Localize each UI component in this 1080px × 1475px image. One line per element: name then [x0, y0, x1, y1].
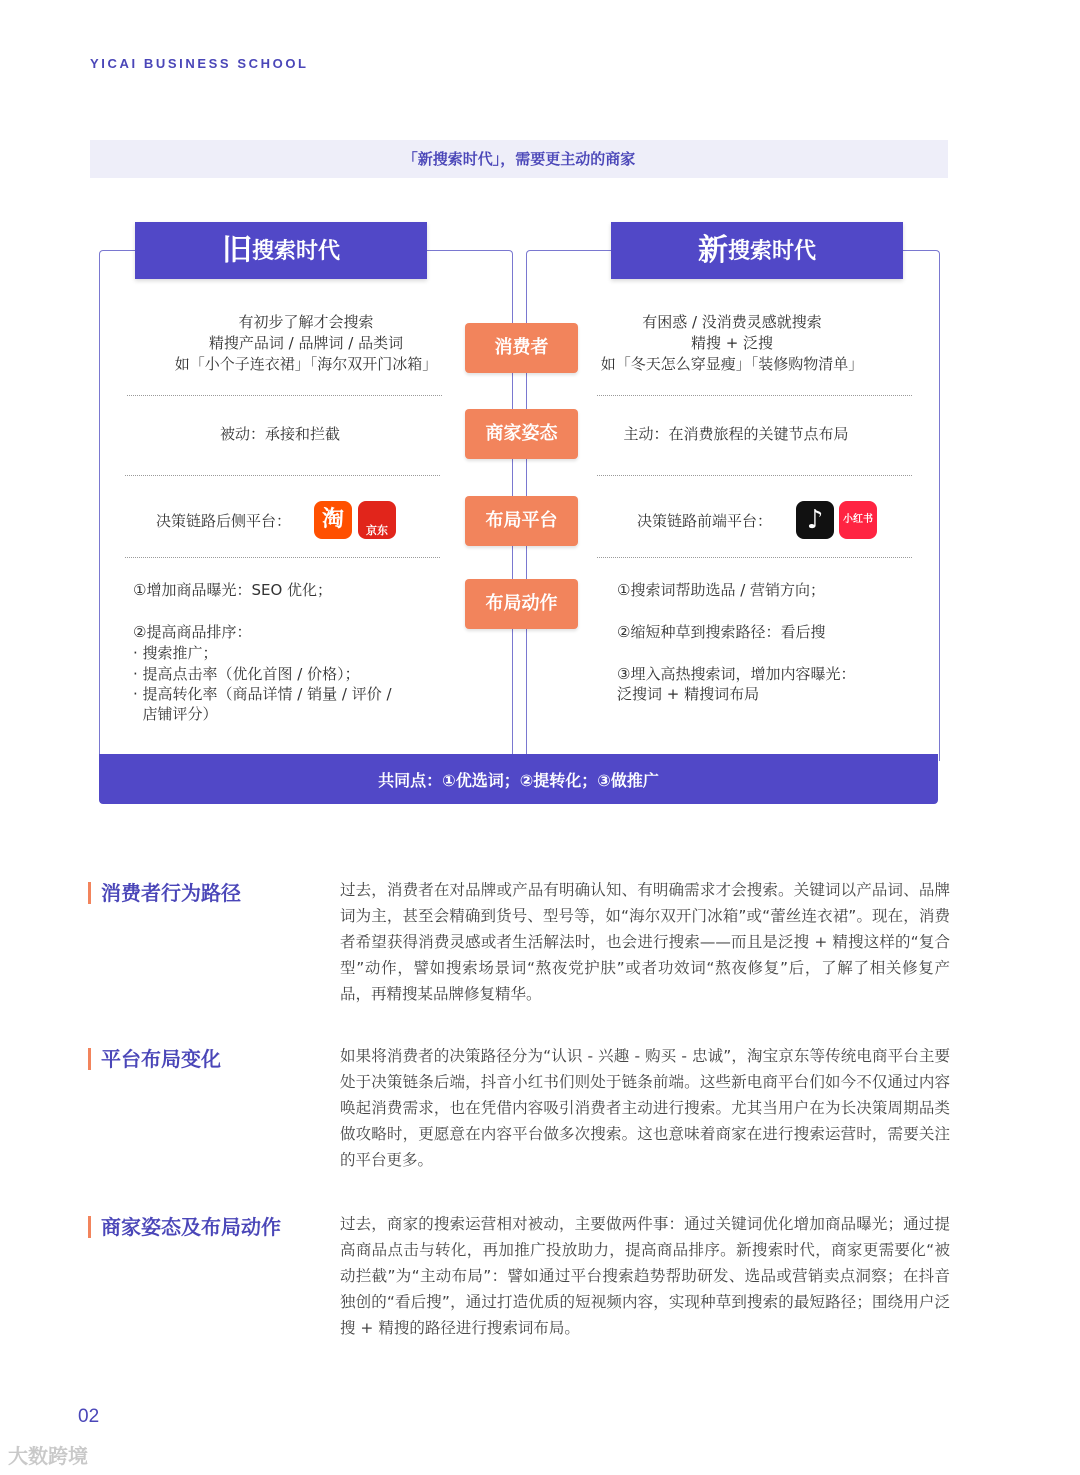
jd-icon: 京东 [358, 501, 396, 539]
old-action-item: 店铺评分） [133, 705, 218, 723]
watermark: 大数跨境 [8, 1444, 88, 1468]
pill-actions: 布局动作 [465, 579, 578, 629]
new-action-item: ②缩短种草到搜索路径：看后搜 [617, 623, 826, 641]
divider [125, 557, 440, 558]
new-era-suffix: 搜索时代 [727, 239, 816, 264]
new-consumer-line: 有困惑 / 没消费灵感就搜索 [642, 313, 822, 331]
header-school-name: YICAI BUSINESS SCHOOL [90, 56, 309, 71]
common-points-bar: 共同点：①优选词；②提转化；③做推广 [99, 754, 938, 804]
divider [597, 475, 912, 476]
divider [597, 557, 912, 558]
section-title: 平台布局变化 [88, 1048, 221, 1070]
new-consumer-line: 精搜 + 泛搜 [690, 334, 774, 352]
old-platform-label: 决策链路后侧平台： [156, 512, 292, 530]
old-consumer-line: 精搜产品词 / 品牌词 / 品类词 [208, 334, 404, 352]
old-stance-text: 被动：承接和拦截 [219, 425, 340, 443]
old-era-suffix: 搜索时代 [251, 239, 340, 264]
taobao-icon: 淘 [314, 501, 352, 539]
section-body: 过去，消费者在对品牌或产品有明确认知、有明确需求才会搜索。关键词以产品词、品牌词为主，甚至会精确到货号、型号等，如“海尔双开门冰箱”或“蕾丝连衣裙”。现在，消费者希望获得消费灵感或者生活解法时，也会进行搜索——而且是泛搜 + 精搜这样的“复合型”动作，譬如搜索场景词“熬夜党护肤”或者功效词“熬夜修复”后，了解了相关修复产品，再精搜某品牌修复精华。 [340, 881, 950, 1003]
old-era-tab [135, 222, 427, 279]
old-action-item: · 提高转化率（商品详情 / 销量 / 评价 / [133, 685, 392, 703]
old-action-item: ①增加商品曝光：SEO 优化； [133, 581, 333, 599]
section-title: 消费者行为路径 [88, 882, 241, 904]
new-consumer-line: 如「冬天怎么穿显瘦」「装修购物清单」 [600, 355, 864, 373]
old-action-item: · 提高点击率（优化首图 / 价格）； [133, 665, 360, 683]
old-consumer-line: 如「小个子连衣裙」「海尔双开门冰箱」 [174, 355, 438, 373]
pill-merchant-stance: 商家姿态 [465, 409, 578, 459]
new-action-item: 泛搜词 + 精搜词布局 [617, 685, 760, 703]
old-action-item: ②提高商品排序： [133, 623, 252, 641]
pill-platform: 布局平台 [465, 496, 578, 546]
xiaohongshu-icon: 小红书 [839, 501, 877, 539]
diagram-banner-title: 「新搜索时代」，需要更主动的商家 [90, 140, 948, 178]
old-consumer-text [101, 312, 511, 375]
new-platform-label: 决策链路前端平台： [637, 512, 773, 530]
new-action-item: ③埋入高热搜索词，增加内容曝光： [617, 665, 856, 683]
section-body: 如果将消费者的决策路径分为“认识 - 兴趣 - 购买 - 忠诚”，淘宝京东等传统电商平台主要处于决策链条后端，抖音小红书们则处于链条前端。这些新电商平台们如今不仅通过内容唤起消费需求，也在凭借内容吸引消费者主动进行搜索。尤其当用户在为长决策周期品类做攻略时，更愿意在内容平台做多次搜索。这也意味着商家在进行搜索运营时，需要关注的平台更多。 [340, 1047, 950, 1169]
new-era-tab [611, 222, 903, 279]
new-action-item: ①搜索词帮助选品 / 营销方向； [617, 581, 826, 599]
section-body: 过去，商家的搜索运营相对被动，主要做两件事：通过关键词优化增加商品曝光；通过提高商品点击与转化，再加推广投放助力，提高商品排序。新搜索时代，商家更需要化“被动拦截”为“主动布局”：譬如通过平台搜索趋势帮助研发、选品或营销卖点洞察；在抖音独创的“看后搜”，通过打造优质的短视频内容，实现种草到搜索的最短路径；围绕用户泛搜 + 精搜的路径进行搜索词布局。 [340, 1215, 950, 1337]
old-era-prefix: 旧 [221, 233, 252, 268]
section-title: 商家姿态及布局动作 [88, 1216, 281, 1238]
old-consumer-line: 有初步了解才会搜索 [238, 313, 374, 331]
pill-consumer: 消费者 [465, 323, 578, 373]
divider [127, 395, 442, 396]
divider [125, 475, 440, 476]
old-action-item: · 搜索推广； [133, 644, 218, 662]
page-number: 02 [78, 1406, 100, 1427]
new-era-prefix: 新 [697, 233, 728, 268]
new-consumer-text [527, 312, 937, 375]
new-stance-text: 主动：在消费旅程的关键节点布局 [623, 425, 849, 443]
divider [597, 395, 912, 396]
douyin-icon: ♪ [796, 501, 834, 539]
